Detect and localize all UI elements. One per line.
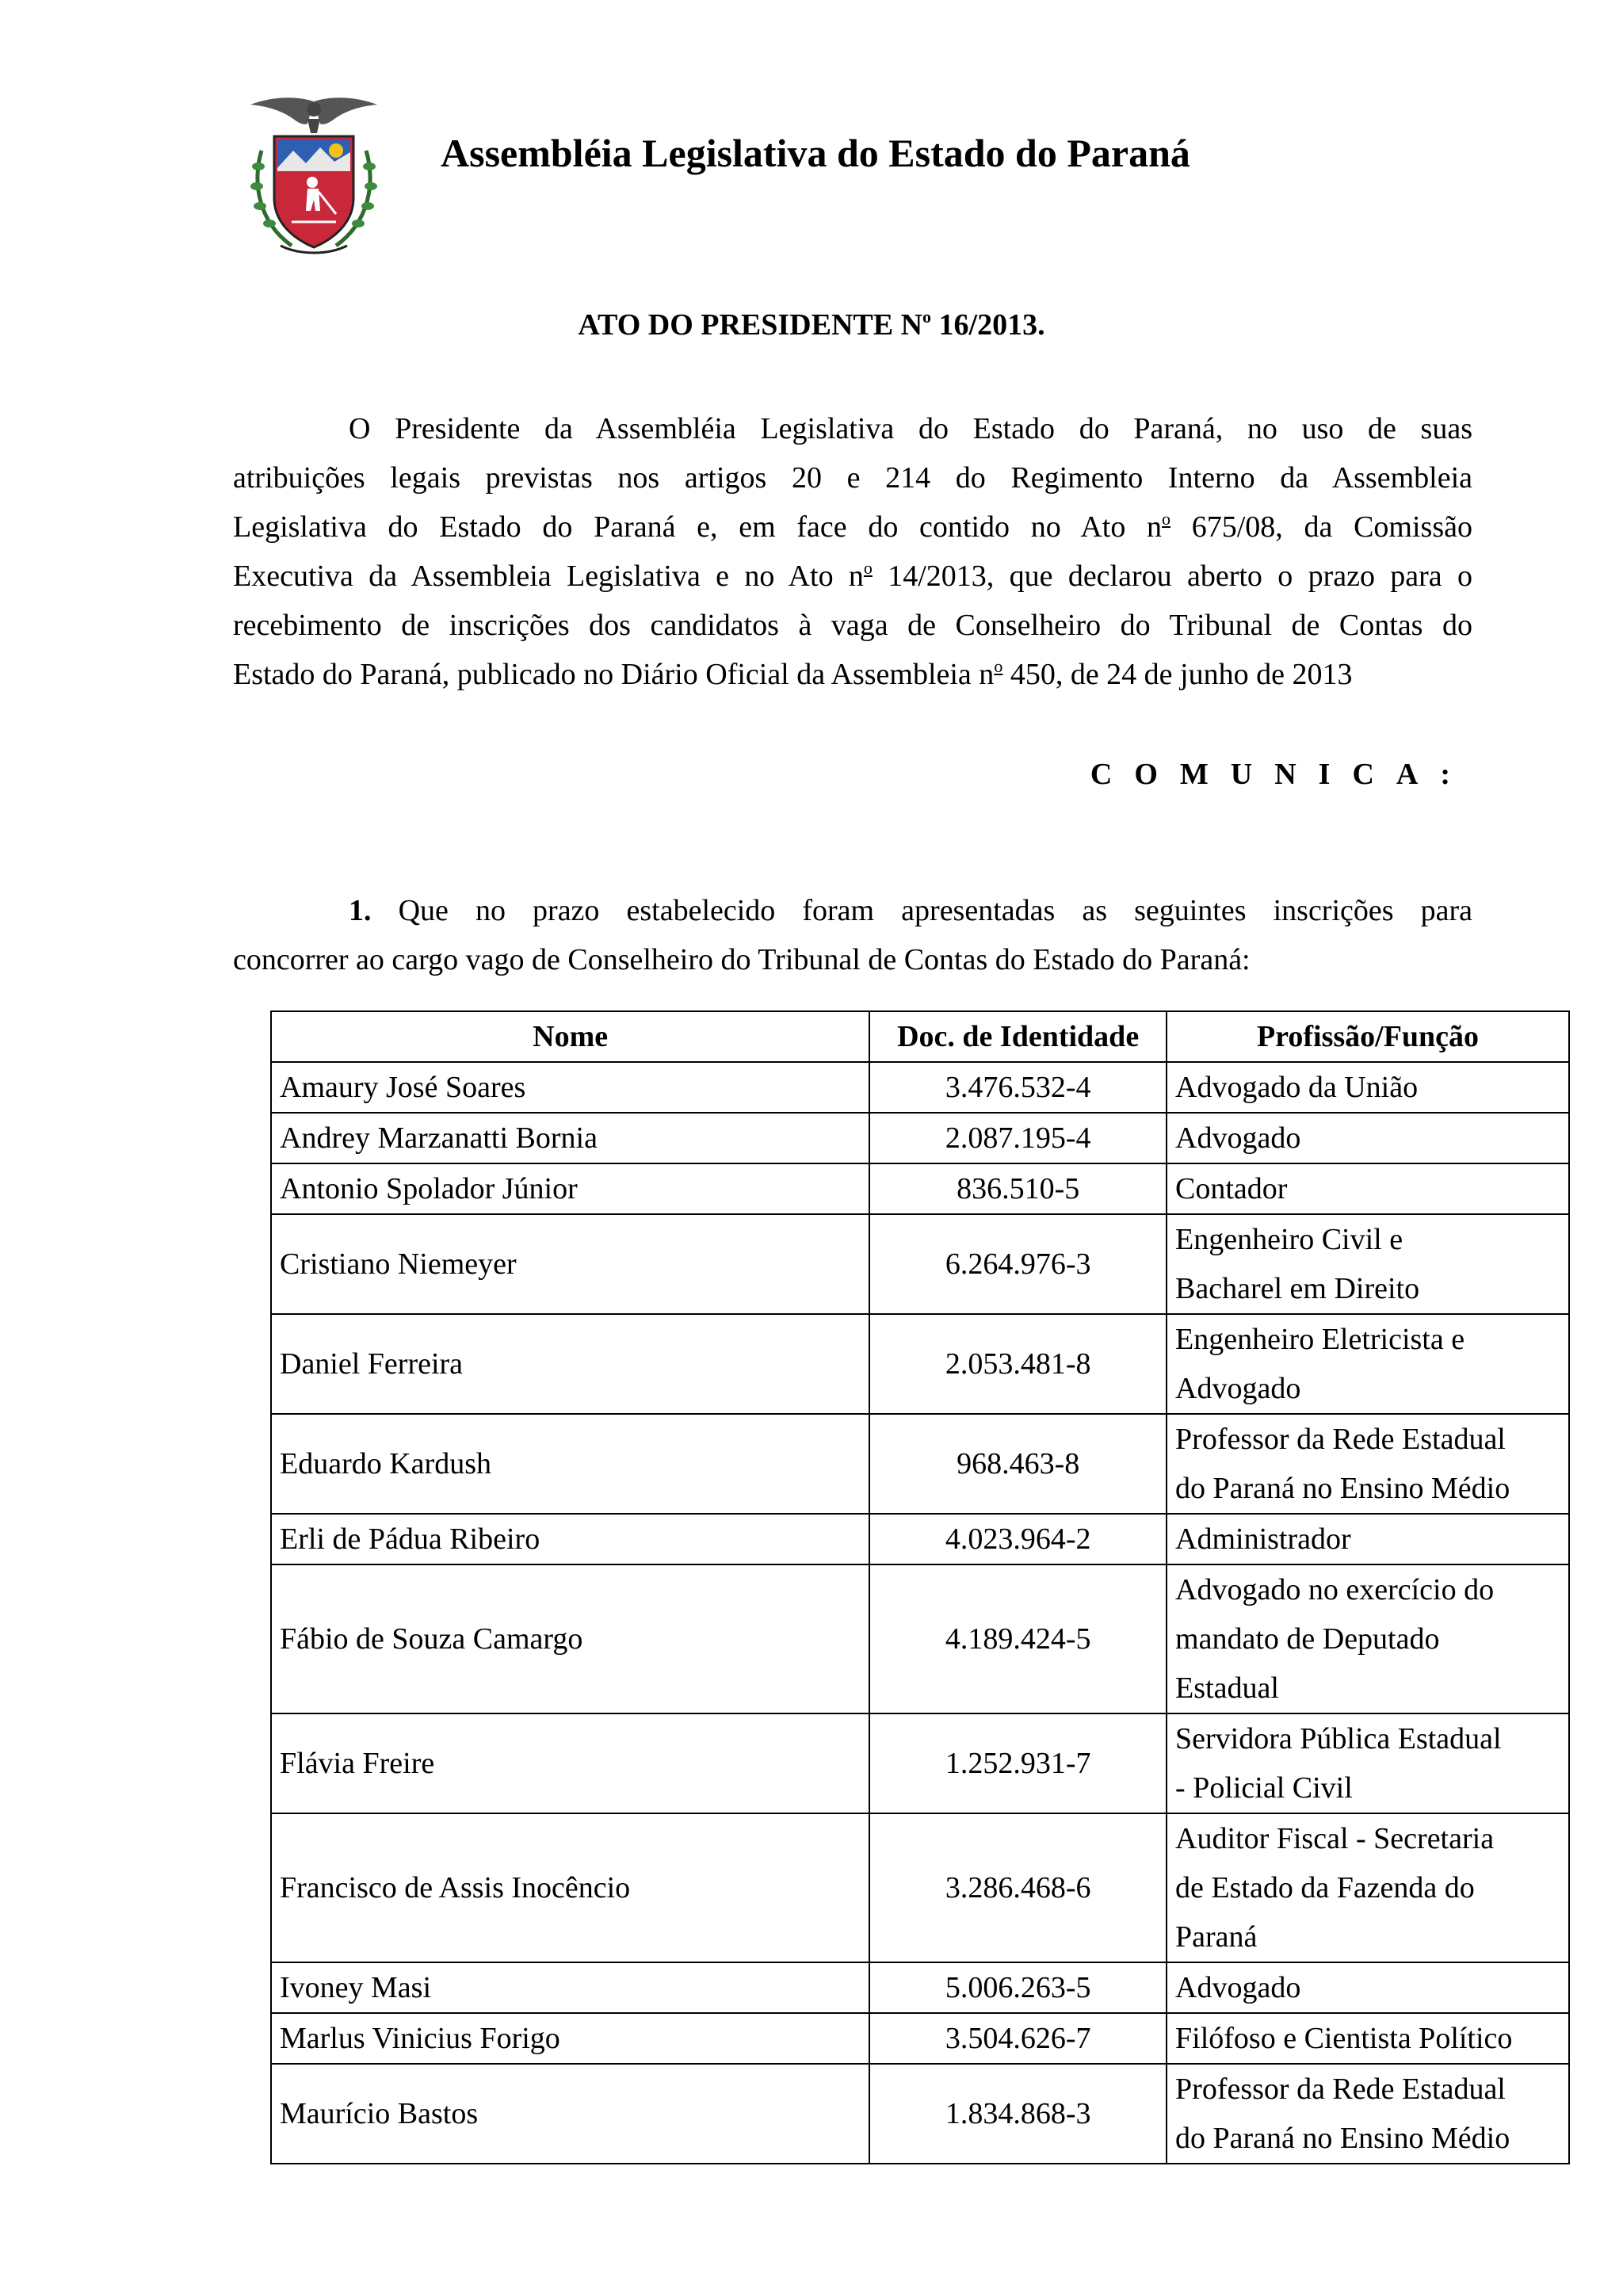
intro-line: atribuições legais previstas nos artigos 20 e 214 do Regimento Interno da Assembleia bbox=[233, 461, 1472, 495]
candidate-name: Andrey Marzanatti Bornia bbox=[271, 1113, 869, 1163]
profession: Administrador bbox=[1167, 1514, 1569, 1564]
identity-doc: 1.252.931-7 bbox=[869, 1713, 1167, 1813]
item-1-line bbox=[233, 886, 1472, 935]
table-row bbox=[271, 1564, 1569, 1713]
table-row bbox=[271, 1062, 1569, 1113]
intro-line: recebimento de inscrições dos candidatos à vaga de Conselheiro do Tribunal de Contas do bbox=[233, 609, 1472, 642]
identity-doc: 836.510-5 bbox=[869, 1163, 1167, 1214]
candidate-name: Eduardo Kardush bbox=[271, 1414, 869, 1514]
intro-line-text: Executiva da Assembleia Legislativa e no Ato n bbox=[233, 560, 864, 593]
candidate-name: Antonio Spolador Júnior bbox=[271, 1163, 869, 1214]
candidate-name: Francisco de Assis Inocêncio bbox=[271, 1813, 869, 1962]
candidate-name: Daniel Ferreira bbox=[271, 1314, 869, 1414]
column-header-profissao: Profissão/Função bbox=[1167, 1011, 1569, 1062]
table-row bbox=[271, 1962, 1569, 2013]
identity-doc: 4.023.964-2 bbox=[869, 1514, 1167, 1564]
candidate-name: Maurício Bastos bbox=[271, 2064, 869, 2164]
identity-doc: 6.264.976-3 bbox=[869, 1214, 1167, 1314]
profession: Contador bbox=[1167, 1163, 1569, 1214]
candidate-name: Fábio de Souza Camargo bbox=[271, 1564, 869, 1713]
candidates-table-body bbox=[271, 1062, 1569, 2164]
table-row bbox=[271, 1514, 1569, 1564]
identity-doc: 3.286.468-6 bbox=[869, 1813, 1167, 1962]
item-1-text: Que no prazo estabelecido foram apresentadas as seguintes inscrições para bbox=[371, 894, 1472, 927]
table-row bbox=[271, 1113, 1569, 1163]
comunica-heading: COMUNICA: bbox=[1090, 758, 1472, 791]
ordinal-mark: o bbox=[1162, 509, 1171, 529]
intro-line bbox=[233, 552, 1472, 601]
profession: Professor da Rede Estadual do Paraná no Ensino Médio bbox=[1167, 2064, 1569, 2164]
intro-line bbox=[233, 650, 1472, 699]
intro-paragraph bbox=[233, 404, 1472, 699]
identity-doc: 968.463-8 bbox=[869, 1414, 1167, 1514]
act-title bbox=[0, 308, 1623, 342]
candidate-name: Marlus Vinicius Forigo bbox=[271, 2013, 869, 2064]
identity-doc: 1.834.868-3 bbox=[869, 2064, 1167, 2164]
identity-doc: 2.087.195-4 bbox=[869, 1113, 1167, 1163]
act-title-number: 16/2013. bbox=[931, 308, 1045, 342]
table-row bbox=[271, 2013, 1569, 2064]
table-row bbox=[271, 1813, 1569, 1962]
intro-line-text: Estado do Paraná, publicado no Diário Oficial da Assembleia n bbox=[233, 658, 995, 691]
profession: Professor da Rede Estadual do Paraná no Ensino Médio bbox=[1167, 1414, 1569, 1514]
item-number: 1. bbox=[349, 894, 372, 927]
table-row bbox=[271, 1214, 1569, 1314]
table-row bbox=[271, 1163, 1569, 1214]
table-row bbox=[271, 1414, 1569, 1514]
profession: Engenheiro Civil e Bacharel em Direito bbox=[1167, 1214, 1569, 1314]
candidate-name: Erli de Pádua Ribeiro bbox=[271, 1514, 869, 1564]
header-title: Assembléia Legislativa do Estado do Paraná bbox=[441, 131, 1190, 175]
candidate-name: Cristiano Niemeyer bbox=[271, 1214, 869, 1314]
column-header-nome: Nome bbox=[271, 1011, 869, 1062]
column-header-doc: Doc. de Identidade bbox=[869, 1011, 1167, 1062]
table-row bbox=[271, 2064, 1569, 2164]
identity-doc: 3.504.626-7 bbox=[869, 2013, 1167, 2064]
act-title-prefix: ATO DO PRESIDENTE N bbox=[578, 308, 923, 342]
item-1-paragraph bbox=[233, 886, 1472, 984]
intro-line-text: 675/08, da Comissão bbox=[1170, 510, 1472, 544]
profession: Servidora Pública Estadual - Policial Civil bbox=[1167, 1713, 1569, 1813]
intro-line-text: 450, de 24 de junho de 2013 bbox=[1002, 658, 1353, 691]
candidate-name: Ivoney Masi bbox=[271, 1962, 869, 2013]
intro-line: O Presidente da Assembléia Legislativa do Estado do Paraná, no uso de suas bbox=[349, 412, 1472, 445]
table-row bbox=[271, 1314, 1569, 1414]
table-header-row bbox=[271, 1011, 1569, 1062]
profession: Auditor Fiscal - Secretaria de Estado da Fazenda do Paraná bbox=[1167, 1813, 1569, 1962]
ordinal-mark: o bbox=[863, 558, 873, 578]
profession: Engenheiro Eletricista e Advogado bbox=[1167, 1314, 1569, 1414]
candidates-table bbox=[270, 1010, 1570, 2164]
profession: Advogado no exercício do mandato de Deputado Estadual bbox=[1167, 1564, 1569, 1713]
profession: Advogado bbox=[1167, 1113, 1569, 1163]
profession: Advogado bbox=[1167, 1962, 1569, 2013]
intro-line bbox=[233, 502, 1472, 552]
candidate-name: Amaury José Soares bbox=[271, 1062, 869, 1113]
act-title-ordinal: o bbox=[922, 307, 932, 327]
identity-doc: 3.476.532-4 bbox=[869, 1062, 1167, 1113]
item-1-line: concorrer ao cargo vago de Conselheiro do Tribunal de Contas do Estado do Paraná: bbox=[233, 943, 1251, 976]
parana-coat-of-arms-icon bbox=[244, 95, 384, 262]
identity-doc: 4.189.424-5 bbox=[869, 1564, 1167, 1713]
identity-doc: 2.053.481-8 bbox=[869, 1314, 1167, 1414]
intro-line-text: 14/2013, que declarou aberto o prazo para o bbox=[872, 560, 1473, 593]
identity-doc: 5.006.263-5 bbox=[869, 1962, 1167, 2013]
profession: Filófoso e Cientista Político bbox=[1167, 2013, 1569, 2064]
table-row bbox=[271, 1713, 1569, 1813]
candidate-name: Flávia Freire bbox=[271, 1713, 869, 1813]
intro-line-text: Legislativa do Estado do Paraná e, em face do contido no Ato n bbox=[233, 510, 1163, 544]
profession: Advogado da União bbox=[1167, 1062, 1569, 1113]
ordinal-mark: o bbox=[994, 656, 1003, 676]
